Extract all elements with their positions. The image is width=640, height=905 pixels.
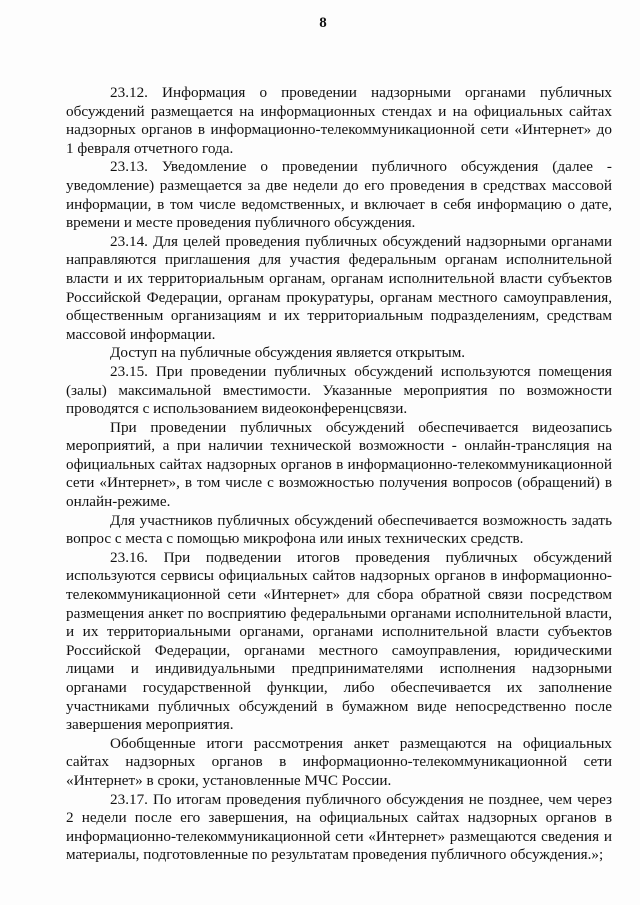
paragraph-23-15: 23.15. При проведении публичных обсуждений используются помещения (залы) максимальной вместимости. Указанные мероприятия по возможности проводятся с использованием видеоконференцсвязи. [66, 362, 612, 418]
page-number: 8 [319, 15, 327, 31]
paragraph-23-17: 23.17. По итогам проведения публичного обсуждения не позднее, чем через 2 недели после его завершения, на официальных сайтах надзорных органов в информационно-телекоммуникационной сети «Интернет» размещаются сведения и материалы, подготовленные по результатам проведения публичного обсуждения.»; [66, 790, 612, 864]
paragraph-23-13: 23.13. Уведомление о проведении публичного обсуждения (далее - уведомление) размещается за две недели до его проведения в средствах массовой информации, в том числе ведомственных, и включает в себя информацию о дате, времени и месте проведения публичного обсуждения. [66, 158, 612, 232]
paragraph-video-recording: При проведении публичных обсуждений обеспечивается видеозапись мероприятий, а при наличии технической возможности - онлайн-трансляция на официальных сайтах надзорных органов в информационно-телекоммуникационной сети «Интернет», в том числе с возможностью получения вопросов (обращений) в онлайн-режиме. [66, 418, 612, 511]
paragraph-23-16: 23.16. При подведении итогов проведения публичных обсуждений используются сервисы официальных сайтов надзорных органов в информационно-телекоммуникационной сети «Интернет» для сбора обратной связи посредством размещения анкет по восприятию федеральными органами исполнительной власти, и их территориальными органами, органами исполнительной власти субъектов Российской Федерации, органами местного самоуправления, юридическими лицами и индивидуальными предпринимателями исполнения надзорными органами государственной функции, либо обеспечивается их заполнение участниками публичных обсуждений в бумажном виде непосредственно после завершения мероприятия. [66, 548, 612, 734]
paragraph-questions: Для участников публичных обсуждений обеспечивается возможность задать вопрос с места с помощью микрофона или иных технических средств. [66, 511, 612, 548]
paragraph-23-14: 23.14. Для целей проведения публичных обсуждений надзорными органами направляются приглашения для участия федеральным органам исполнительной власти и их территориальным органам, органам исполнительной власти субъектов Российской Федерации, органам прокуратуры, органам местного самоуправления, общественным организациям и их территориальным подразделениям, средствам массовой информации. [66, 232, 612, 343]
paragraph-23-12: 23.12. Информация о проведении надзорными органами публичных обсуждений размещается на информационных стендах и на официальных сайтах надзорных органов в информационно-телекоммуникационной сети «Интернет» до 1 февраля отчетного года. [66, 84, 612, 157]
paragraph-open-access: Доступ на публичные обсуждения является открытым. [110, 344, 466, 362]
document-body [66, 84, 612, 865]
paragraph-survey-results: Обобщенные итоги рассмотрения анкет размещаются на официальных сайтах надзорных органов в информационно-телекоммуникационной сети «Интернет» в сроки, установленные МЧС России. [66, 734, 612, 789]
